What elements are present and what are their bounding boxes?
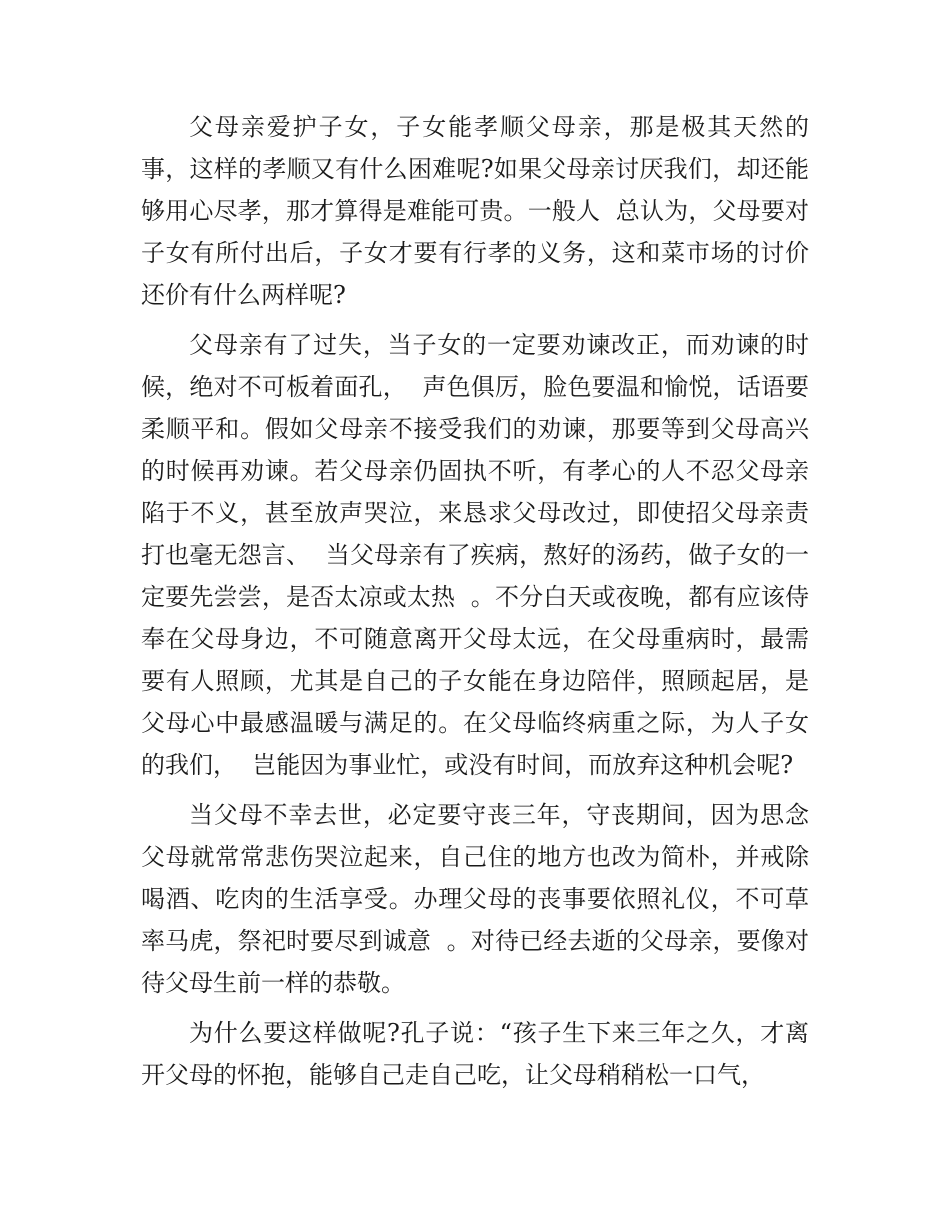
document-body (141, 106, 825, 1104)
paragraph-1: 父母亲爱护子女，子女能孝顺父母亲，那是极其天然的事，这样的孝顺又有什么困难呢?如果父母亲讨厌我们，却还能够用心尽孝，那才算得是难能可贵。一般人 总认为，父母要对子女有所付出后，子女才要有行孝的义务，这和菜市场的讨价还价有什么两样呢? (141, 113, 809, 309)
paragraph-2: 父母亲有了过失，当子女的一定要劝谏改正，而劝谏的时候，绝对不可板着面孔， 声色俱厉，脸色要温和愉悦，话语要柔顺平和。假如父母亲不接受我们的劝谏，那要等到父母高兴的时候再劝谏。若父母亲仍固执不听，有孝心的人不忍父母亲 陷于不义，甚至放声哭泣，来恳求父母改过，即使招父母亲责打也毫无怨言、 当父母亲有了疾病，熬好的汤药，做子女的一定要先尝尝，是否太凉或太热 。不分白天或夜晚，都有应该侍奉在父母身边，不可随意离开父母太远，在父母重病时，最需要有人照顾，尤其是自己的子女能在身边陪伴，照顾起居，是父母心中最感温暖与满足的。在父母临终病重之际，为人子女的我们， 岂能因为事业忙，或没有时间，而放弃这种机会呢? (141, 331, 825, 779)
paragraph-3: 当父母不幸去世，必定要守丧三年，守丧期间，因为思念父母就常常悲伤哭泣起来，自己住的地方也改为简朴，并戒除喝酒、吃肉的生活享受。办理父母的丧事要依照礼仪，不可草率马虎，祭祀时要尽到诚意 。对待已经去逝的父母亲，要像对待父母生前一样的恭敬。 (141, 801, 809, 997)
paragraph-4: 为什么要这样做呢?孔子说：“孩子生下来三年之久，才离开父母的怀抱，能够自己走自己吃，让父母稍稍松一口气， (141, 1019, 809, 1089)
